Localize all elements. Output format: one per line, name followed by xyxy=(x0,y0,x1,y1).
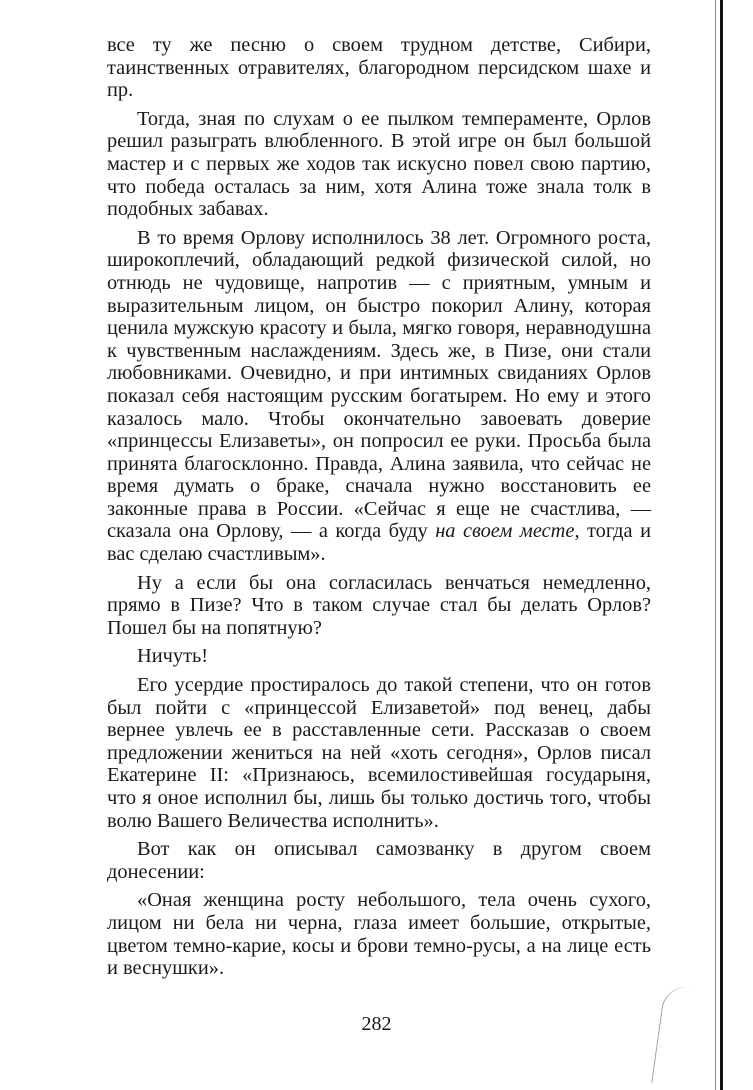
body-text xyxy=(107,34,651,986)
paragraph-8: «Оная женщина росту небольшого, тела очень сухого, лицом ни бела ни черна, глаза имеет большие, открытые, цветом темно-карие, косы и брови темно-русы, а на лице есть и веснушки». xyxy=(107,889,651,980)
scan-edge-thin xyxy=(715,0,716,1090)
paragraph-7: Вот как он описывал самозванку в другом своем донесении: xyxy=(107,838,651,883)
paragraph-5: Ничуть! xyxy=(137,645,209,668)
paragraph-2: Тогда, зная по слухам о ее пылком темпераменте, Орлов решил разыграть влюбленного. В этой игре он был большой мастер и с первых же ходов так искусно повел свою партию, что победа осталась за ним, хотя Алина тоже знала толк в подобных забавах. xyxy=(107,107,651,221)
page-number: 282 xyxy=(361,1013,392,1035)
paragraph-1: все ту же песню о своем трудном детстве, Сибири, таинственных отравителях, благородном персидском шахе и пр. xyxy=(107,34,651,102)
scan-edge xyxy=(720,0,723,1090)
emphasis-text: на своем месте xyxy=(435,520,575,543)
paragraph-6: Его усердие простиралось до такой степени, что он готов был пойти с «принцессой Елизаветой» под венец, дабы вернее увлечь ее в расставленные сети. Рассказав о своем предложении жениться на ней «хоть сегодня», Орлов писал Екатерине II: «Признаюсь, всемилостивейшая государыня, что я оное исполнил бы, лишь бы только достичь того, чтобы волю Вашего Величества исполнить». xyxy=(107,674,651,832)
paragraph-3: В то время Орлову исполнилось 38 лет. Огромного роста, широкоплечий, обладающий редкой физической силой, но отнюдь не чудовище, напротив — с приятным, умным и выразительным лицом, он быстро покорил Алину, которая ценила мужскую красоту и была, мягко говоря, неравнодушна к чувственным наслаждениям. Здесь же, в Пизе, они стали любовниками. Очевидно, и при интимных свиданиях Орлов показал себя настоящим русским богатырем. Но ему и этого казалось мало. Чтобы окончательно завоевать доверие «принцессы Елизаветы», он попросил ее руки. Просьба была принята благосклонно. Правда, Алина заявила, что сейчас не время думать о браке, сначала нужно восстановить ее законные права в России. «Сейчас я еще не счастлива, — сказала она Орлову, — а когда буду на своем месте, тогда и вас сделаю счастливым». xyxy=(107,226,651,566)
paragraph-4: Ну а если бы она согласилась венчаться немедленно, прямо в Пизе? Что в таком случае стал бы делать Орлов? Пошел бы на попятную? xyxy=(107,571,651,639)
